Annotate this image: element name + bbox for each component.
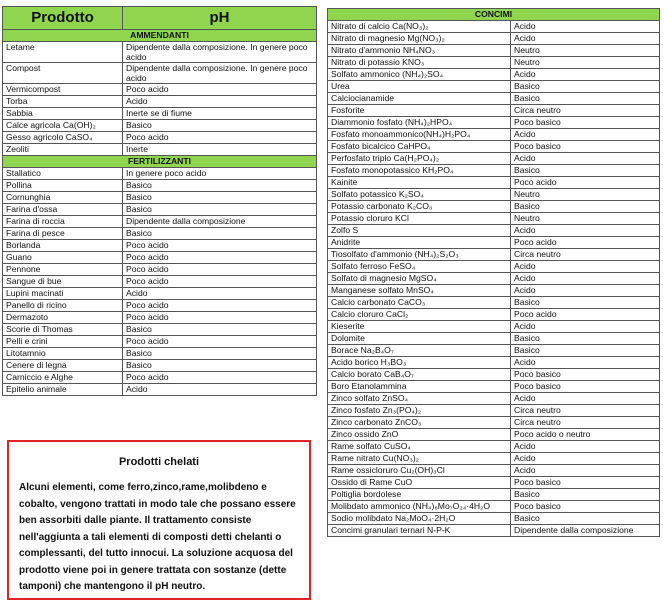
table-row	[3, 324, 317, 336]
table-row	[328, 105, 660, 117]
product-name: Borlanda	[3, 240, 123, 252]
chelati-text: Alcuni elementi, come ferro,zinco,rame,molibdeno e cobalto, vengono trattati in modo tale che possano essere ben assorbiti dalle piante. Il trattamento consiste nell'aggiunta a tali elementi di composti detti chelanti o complessanti, del tutto innocui. La soluzione acquosa del prodotto viene poi in genere trattata con sostanze (dette tamponi) che mantengono il pH neutro.	[19, 482, 296, 592]
ph-value: Circa neutro	[511, 105, 660, 117]
product-name: Molibdato ammonico (NH₄)₆Mo₇O₂₄·4H₂O	[328, 501, 511, 513]
product-name: Concimi granulari ternari N-P-K	[328, 525, 511, 537]
table-row	[328, 297, 660, 309]
ph-value: Acido	[123, 96, 317, 108]
ph-value: Poco basico	[511, 501, 660, 513]
table-row	[3, 264, 317, 276]
ph-value: Basico	[511, 201, 660, 213]
product-name: Nitrato di calcio Ca(NO₃)₂	[328, 21, 511, 33]
product-name: Epitelio animale	[3, 384, 123, 396]
table-row	[328, 501, 660, 513]
ph-value: Basico	[123, 360, 317, 372]
ph-value: Acido	[511, 69, 660, 81]
table-row	[328, 453, 660, 465]
table-row	[3, 348, 317, 360]
product-name: Compost	[3, 63, 123, 84]
table-row	[328, 33, 660, 45]
product-name: Tiosolfato d'ammonio (NH₄)₂S₂O₃	[328, 249, 511, 261]
table-row	[328, 57, 660, 69]
product-name: Potassio cloruro KCl	[328, 213, 511, 225]
chelati-box	[7, 440, 311, 600]
ph-value: Poco acido	[511, 309, 660, 321]
product-name: Torba	[3, 96, 123, 108]
header-row	[3, 7, 317, 30]
ph-value: Acido	[511, 321, 660, 333]
product-name: Anidrite	[328, 237, 511, 249]
ph-value: Poco acido	[123, 264, 317, 276]
table-row	[328, 201, 660, 213]
ph-value: Poco basico	[511, 477, 660, 489]
table-row	[328, 309, 660, 321]
product-name: Fosfato monopotassico KH₂PO₄	[328, 165, 511, 177]
concimi-table	[327, 8, 660, 537]
ph-value: Acido	[511, 465, 660, 477]
product-name: Boro Etanolammina	[328, 381, 511, 393]
product-name: Zinco carbonato ZnCO₃	[328, 417, 511, 429]
product-name: Rame nitrato Cu(NO₃)₂	[328, 453, 511, 465]
product-name: Solfato potassico K₂SO₄	[328, 189, 511, 201]
ph-value: Poco acido	[511, 177, 660, 189]
table-row	[328, 249, 660, 261]
ph-value: Poco basico	[511, 381, 660, 393]
product-name: Calcio carbonato CaCO₃	[328, 297, 511, 309]
product-name: Fosfato bicalcico CaHPO₄	[328, 141, 511, 153]
table-row	[328, 513, 660, 525]
table-row	[3, 192, 317, 204]
product-name: Stallatico	[3, 168, 123, 180]
ph-value: Basico	[123, 192, 317, 204]
chelati-title: Prodotti chelati	[118, 456, 200, 468]
ph-value: Basico	[511, 81, 660, 93]
table-row	[3, 63, 317, 84]
ph-value: Acido	[123, 288, 317, 300]
table-row	[3, 132, 317, 144]
product-name: Cenere di legna	[3, 360, 123, 372]
product-name: Scorie di Thomas	[3, 324, 123, 336]
table-row	[328, 141, 660, 153]
ph-value: Neutro	[511, 57, 660, 69]
table-row	[328, 489, 660, 501]
product-name: Pennone	[3, 264, 123, 276]
table-row	[328, 345, 660, 357]
product-name: Sodio molibdato Na₂MoO₄·2H₂O	[328, 513, 511, 525]
product-name: Calciocianamide	[328, 93, 511, 105]
table-row	[328, 69, 660, 81]
section-header-concimi	[328, 9, 660, 21]
table-row	[328, 189, 660, 201]
product-name: Solfato ferroso FeSO₄	[328, 261, 511, 273]
table-row	[3, 336, 317, 348]
section-header-fertilizzanti	[3, 156, 317, 168]
ph-value: Acido	[511, 285, 660, 297]
table-row	[328, 273, 660, 285]
table-row	[328, 285, 660, 297]
product-name: Sangue di bue	[3, 276, 123, 288]
table-row	[3, 144, 317, 156]
product-name: Rame ossicloruro Cu₂(OH)₃Cl	[328, 465, 511, 477]
section-title: FERTILIZZANTI	[3, 156, 317, 168]
ph-value: Acido	[511, 453, 660, 465]
table-row	[3, 120, 317, 132]
product-name: Borace Na₂B₄O₇	[328, 345, 511, 357]
ph-value: Acido	[511, 21, 660, 33]
table-row	[328, 177, 660, 189]
product-name: Nitrato di potassio KNO₃	[328, 57, 511, 69]
table-row	[328, 321, 660, 333]
table-row	[328, 237, 660, 249]
table-row	[328, 213, 660, 225]
ph-value: Poco acido	[123, 276, 317, 288]
product-name: Manganese solfato MnSO₄	[328, 285, 511, 297]
table-row	[328, 369, 660, 381]
table-row	[328, 465, 660, 477]
product-name: Acido borico H₃BO₃	[328, 357, 511, 369]
table-row	[328, 45, 660, 57]
product-name: Zinco fosfato Zn₃(PO₄)₂	[328, 405, 511, 417]
ph-value: Neutro	[511, 189, 660, 201]
ph-value: Poco basico	[511, 369, 660, 381]
table-row	[328, 261, 660, 273]
ph-value: Basico	[511, 165, 660, 177]
product-name: Calcio borato CaB₄O₇	[328, 369, 511, 381]
table-row	[328, 417, 660, 429]
product-name: Zinco ossido ZnO	[328, 429, 511, 441]
ph-value: Acido	[511, 273, 660, 285]
table-row	[328, 93, 660, 105]
product-name: Zinco solfato ZnSO₄	[328, 393, 511, 405]
ph-value: Poco acido o neutro	[511, 429, 660, 441]
product-name: Sabbia	[3, 108, 123, 120]
ph-value: Dipendente dalla composizione	[511, 525, 660, 537]
ph-value: Dipendente dalla composizione	[123, 216, 317, 228]
product-name: Pelli e crini	[3, 336, 123, 348]
product-name: Calcio cloruro CaCl₂	[328, 309, 511, 321]
ph-value: Poco acido	[123, 84, 317, 96]
product-name: Farina di roccia	[3, 216, 123, 228]
product-name: Ossido di Rame CuO	[328, 477, 511, 489]
product-name: Farina di pesce	[3, 228, 123, 240]
product-name: Pollina	[3, 180, 123, 192]
table-row	[3, 216, 317, 228]
ph-value: Basico	[511, 345, 660, 357]
ph-value: Basico	[123, 204, 317, 216]
ph-value: Poco acido	[511, 237, 660, 249]
table-row	[3, 372, 317, 384]
ph-value: Dipendente dalla composizione. In genere poco acido	[123, 42, 317, 63]
ph-value: Poco acido	[123, 312, 317, 324]
table-row	[328, 441, 660, 453]
ph-value: Basico	[511, 489, 660, 501]
table-row	[3, 84, 317, 96]
header-prodotto: Prodotto	[3, 7, 123, 30]
ph-value: Poco acido	[123, 240, 317, 252]
product-name: Litotamnio	[3, 348, 123, 360]
ph-value: Poco acido	[123, 132, 317, 144]
table-row	[3, 180, 317, 192]
ph-value: In genere poco acido	[123, 168, 317, 180]
product-name: Calce agricola Ca(OH)₂	[3, 120, 123, 132]
ph-value: Neutro	[511, 45, 660, 57]
ph-value: Acido	[511, 441, 660, 453]
product-name: Cornunghia	[3, 192, 123, 204]
table-row	[328, 381, 660, 393]
table-row	[3, 240, 317, 252]
product-name: Zeoliti	[3, 144, 123, 156]
ph-value: Acido	[511, 393, 660, 405]
left-table	[2, 6, 317, 396]
product-name: Nitrato di magnesio Mg(NO₃)₂	[328, 33, 511, 45]
table-row	[3, 360, 317, 372]
product-name: Dermazoto	[3, 312, 123, 324]
product-name: Lupini macinati	[3, 288, 123, 300]
table-row	[328, 165, 660, 177]
table-row	[3, 96, 317, 108]
product-name: Guano	[3, 252, 123, 264]
ph-value: Basico	[123, 348, 317, 360]
product-name: Letame	[3, 42, 123, 63]
ph-value: Poco basico	[511, 117, 660, 129]
table-row	[328, 129, 660, 141]
ph-value: Inerte	[123, 144, 317, 156]
table-row	[328, 477, 660, 489]
ph-value: Basico	[511, 333, 660, 345]
ph-value: Basico	[511, 297, 660, 309]
product-name: Kieserite	[328, 321, 511, 333]
table-row	[3, 384, 317, 396]
table-row	[328, 153, 660, 165]
ph-value: Acido	[511, 129, 660, 141]
table-row	[3, 168, 317, 180]
table-row	[328, 429, 660, 441]
product-name: Farina d'ossa	[3, 204, 123, 216]
ph-value: Acido	[511, 357, 660, 369]
table-row	[328, 21, 660, 33]
ph-value: Poco acido	[123, 336, 317, 348]
table-row	[328, 333, 660, 345]
product-name: Fosfato monoammonico(NH₄)H₂PO₄	[328, 129, 511, 141]
product-name: Zolfo S	[328, 225, 511, 237]
ph-value: Basico	[511, 93, 660, 105]
ph-value: Poco acido	[123, 372, 317, 384]
ph-value: Basico	[123, 324, 317, 336]
section-title: AMMENDANTI	[3, 30, 317, 42]
table-row	[3, 108, 317, 120]
ph-value: Dipendente dalla composizione. In genere poco acido	[123, 63, 317, 84]
ph-value: Basico	[511, 513, 660, 525]
section-title: CONCIMI	[328, 9, 660, 21]
product-name: Panello di ricino	[3, 300, 123, 312]
ph-value: Basico	[123, 120, 317, 132]
product-name: Solfato ammonico (NH₄)₂SO₄	[328, 69, 511, 81]
table-row	[328, 225, 660, 237]
ph-value: Poco acido	[123, 252, 317, 264]
ph-value: Acido	[123, 384, 317, 396]
product-name: Fosforite	[328, 105, 511, 117]
ph-value: Circa neutro	[511, 249, 660, 261]
ph-value: Basico	[123, 228, 317, 240]
table-row	[3, 228, 317, 240]
product-name: Potassio carbonato K₂CO₃	[328, 201, 511, 213]
table-row	[3, 276, 317, 288]
ph-value: Circa neutro	[511, 405, 660, 417]
table-row	[3, 204, 317, 216]
product-name: Rame solfato CuSO₄	[328, 441, 511, 453]
ph-value: Acido	[511, 33, 660, 45]
product-name: Dolomite	[328, 333, 511, 345]
table-row	[328, 357, 660, 369]
product-name: Diammonio fosfato (NH₄)₂HPO₄	[328, 117, 511, 129]
table-row	[328, 117, 660, 129]
ph-value: Inerte se di fiume	[123, 108, 317, 120]
ph-value: Acido	[511, 261, 660, 273]
table-row	[328, 393, 660, 405]
product-name: Solfato di magnesio MgSO₄	[328, 273, 511, 285]
product-name: Perfosfato triplo Ca(H₂PO₄)₂	[328, 153, 511, 165]
product-name: Nitrato d'ammonio NH₄NO₃	[328, 45, 511, 57]
ph-value: Circa neutro	[511, 417, 660, 429]
ph-value: Poco acido	[123, 300, 317, 312]
product-name: Urea	[328, 81, 511, 93]
product-name: Gesso agricolo CaSO₄	[3, 132, 123, 144]
ph-value: Poco basico	[511, 141, 660, 153]
table-row	[3, 288, 317, 300]
product-name: Poltiglia bordolese	[328, 489, 511, 501]
table-row	[328, 81, 660, 93]
table-row	[3, 312, 317, 324]
table-row	[3, 300, 317, 312]
header-ph: pH	[123, 7, 317, 30]
table-row	[3, 252, 317, 264]
table-row	[328, 405, 660, 417]
ph-value: Neutro	[511, 213, 660, 225]
product-name: Vermicompost	[3, 84, 123, 96]
section-header-ammendanti	[3, 30, 317, 42]
product-name: Carniccio e Alghe	[3, 372, 123, 384]
ph-value: Acido	[511, 153, 660, 165]
product-name: Kainite	[328, 177, 511, 189]
table-row	[328, 525, 660, 537]
ph-value: Acido	[511, 225, 660, 237]
ph-value: Basico	[123, 180, 317, 192]
table-row	[3, 42, 317, 63]
